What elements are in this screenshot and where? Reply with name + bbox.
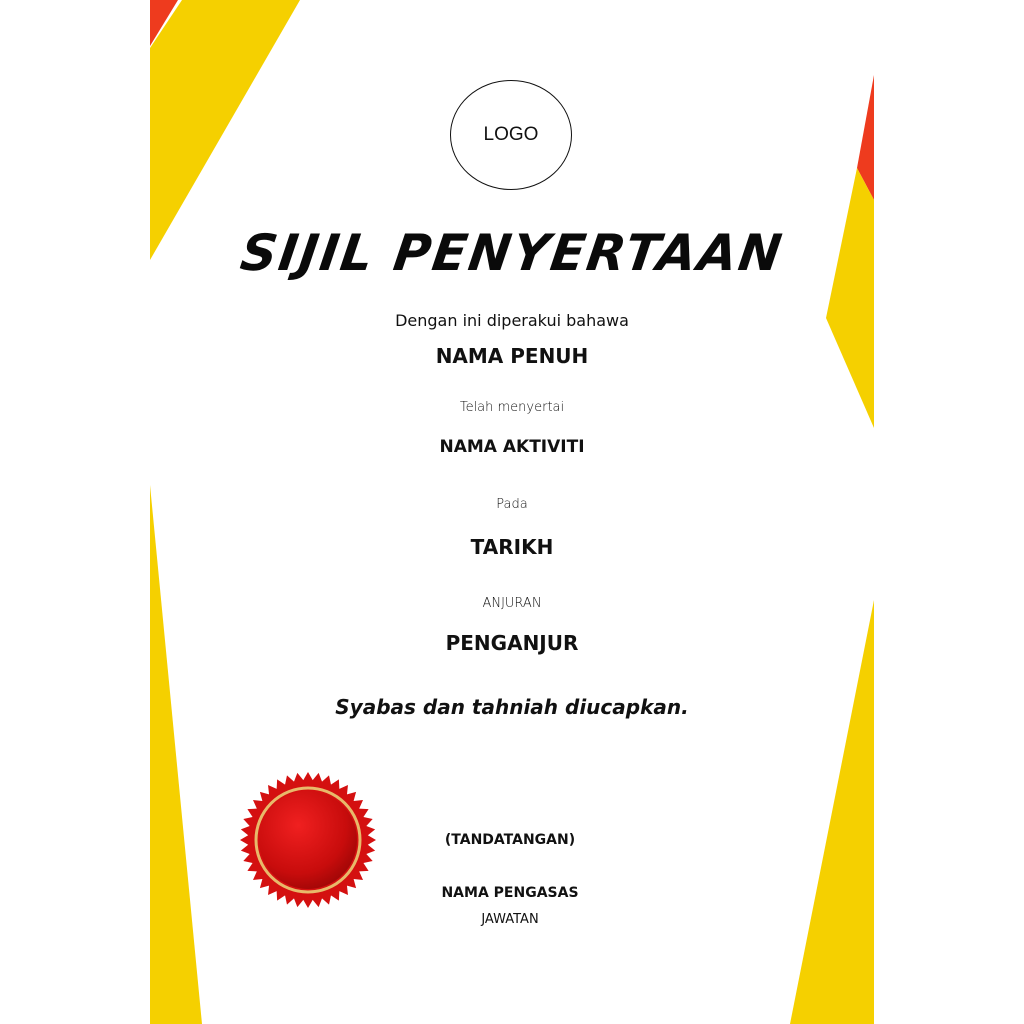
founder-position: JAWATAN <box>481 912 539 927</box>
date-value: TARIKH <box>470 535 554 559</box>
organizer-name: PENGANJUR <box>445 631 579 655</box>
logo-text: LOGO <box>483 124 539 145</box>
certificate-page <box>150 0 874 1024</box>
top-left-yellow-stripe <box>150 0 300 260</box>
congratulations-text: Syabas dan tahniah diucapkan. <box>335 695 689 719</box>
on-label: Pada <box>496 497 528 512</box>
intro-text: Dengan ini diperakui bahawa <box>395 311 629 330</box>
founder-name: NAMA PENGASAS <box>441 885 579 901</box>
organized-label: ANJURAN <box>482 596 542 611</box>
certificate-title: SIJIL PENYERTAAN <box>237 224 787 282</box>
bottom-left-yellow-stripe <box>150 485 202 1024</box>
seal-inner <box>259 791 357 889</box>
recipient-name: NAMA PENUH <box>435 344 589 368</box>
activity-name: NAMA AKTIVITI <box>439 437 585 457</box>
right-yellow-shape <box>826 168 874 428</box>
logo-placeholder <box>450 80 572 190</box>
bottom-right-yellow-stripe <box>790 600 874 1024</box>
red-seal-icon <box>238 770 378 910</box>
participated-label: Telah menyertai <box>459 400 565 415</box>
signature-placeholder: (TANDATANGAN) <box>444 832 576 848</box>
